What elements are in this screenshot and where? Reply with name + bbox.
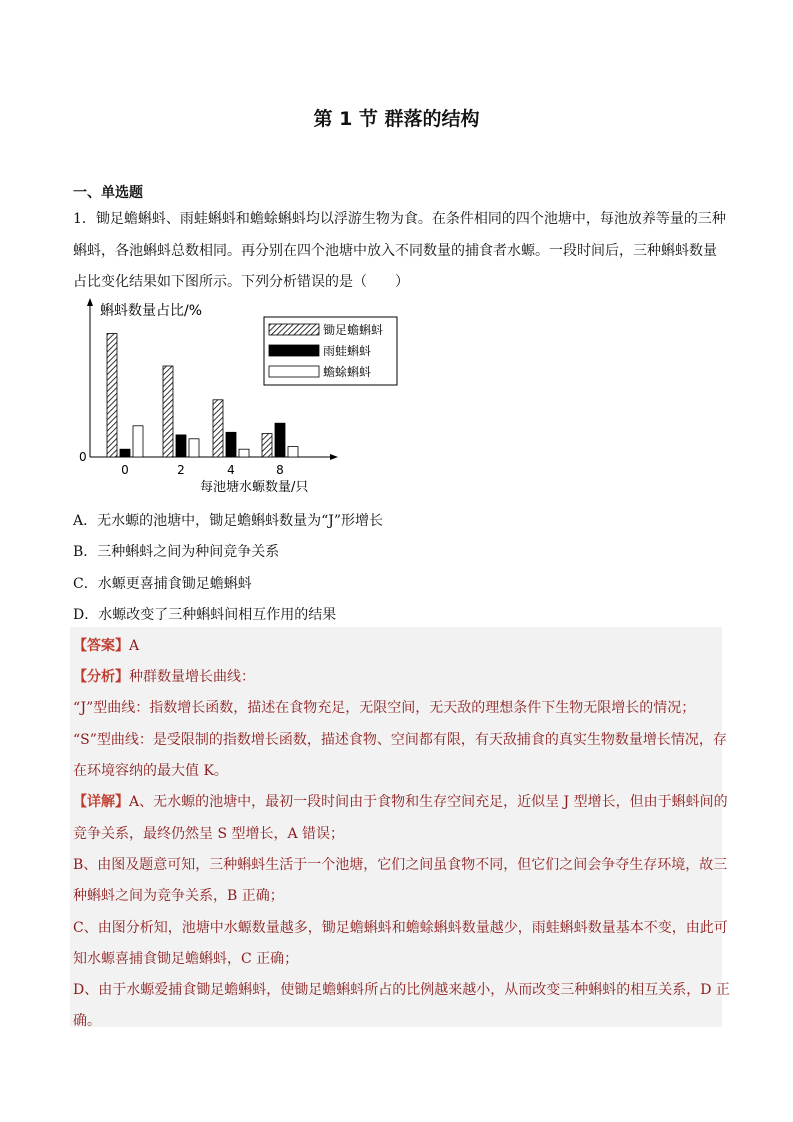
bar-2-1 — [163, 366, 173, 457]
analysis-detail-line: 在环境容纳的最大值 K。 — [73, 763, 228, 779]
analysis-text: 种群数量增长曲线： — [129, 669, 255, 685]
detail-text: A、无水螈的池塘中，最初一段时间由于食物和生存空间充足，近似呈 J 型增长，但由于蝌蚪间的 — [129, 794, 728, 810]
legend-swatch — [269, 324, 319, 335]
detail-line: 确。 — [73, 1013, 101, 1029]
bar-8-2 — [275, 423, 285, 457]
analysis-tag: 【分析】 — [73, 669, 129, 685]
y-axis-label: 蝌蚪数量占比/% — [100, 303, 203, 319]
legend — [264, 317, 397, 385]
detail-line — [73, 791, 728, 811]
question-line: 蝌蚪，各池蝌蚪总数相同。再分别在四个池塘中放入不同数量的捕食者水螈。一段时间后，三种蝌蚪数量 — [73, 243, 717, 259]
bar-0-3 — [133, 426, 143, 457]
question-line: 占比变化结果如下图所示。下列分析错误的是（ ） — [73, 274, 409, 290]
analysis-line — [73, 666, 255, 686]
x-axis-label: 每池塘水螈数量/只 — [200, 480, 309, 495]
analysis-detail-line: “S”型曲线：是受限制的指数增长函数，描述食物、空间都有限，有天敌捕食的真实生物数量增长情况，存 — [73, 732, 727, 748]
option-b: B．三种蝌蚪之间为种间竞争关系 — [73, 544, 280, 560]
detail-line: C、由图分析知，池塘中水螈数量越多，锄足蟾蝌蚪和蟾蜍蝌蚪数量越少，雨蛙蝌蚪数量基本不变，由此可 — [73, 920, 728, 936]
bar-4-3 — [239, 449, 249, 457]
bar-0-1 — [107, 334, 117, 458]
page-title: 第 1 节 群落的结构 — [313, 108, 480, 130]
x-tick-label: 2 — [177, 463, 185, 477]
bar-0-2 — [120, 449, 130, 457]
answer-tag: 【答案】 — [73, 638, 129, 654]
legend-swatch — [269, 345, 319, 356]
detail-line: 知水螈喜捕食锄足蟾蝌蚪，C 正确； — [73, 951, 299, 967]
bar-2-2 — [176, 435, 186, 457]
detail-line: B、由图及题意可知，三种蝌蚪生活于一个池塘，它们之间虽食物不同，但它们之间会争夺生存环境，故三 — [73, 857, 728, 873]
bar-4-2 — [226, 432, 236, 457]
answer-line — [73, 635, 139, 655]
legend-label: 蟾蜍蝌蚪 — [323, 365, 372, 379]
detail-line: 种蝌蚪之间为竞争关系，B 正确； — [73, 888, 284, 904]
bar-8-1 — [262, 434, 272, 457]
legend-label: 雨蛙蝌蚪 — [323, 344, 372, 358]
option-a: A．无水螈的池塘中，锄足蟾蝌蚪数量为“J”形增长 — [73, 513, 384, 529]
option-d: D．水螈改变了三种蝌蚪间相互作用的结果 — [73, 607, 337, 623]
option-c: C．水螈更喜捕食锄足蟾蝌蚪 — [73, 576, 252, 592]
bar-4-1 — [213, 400, 223, 457]
detail-line: D、由于水螈爱捕食锄足蟾蝌蚪，使锄足蟾蝌蚪所占的比例越来越小，从而改变三种蝌蚪的相互关系，D 正 — [73, 982, 730, 998]
bar-2-3 — [189, 439, 199, 457]
detail-tag: 【详解】 — [73, 794, 129, 810]
section-heading: 一、单选题 — [73, 185, 143, 201]
x-tick-label: 0 — [121, 463, 129, 477]
bar-8-3 — [288, 447, 298, 457]
legend-label: 锄足蟾蝌蚪 — [323, 323, 384, 337]
answer-value: A — [129, 638, 140, 654]
analysis-detail-line: “J”型曲线：指数增长函数，描述在食物充足，无限空间，无天敌的理想条件下生物无限增长的情况； — [73, 700, 696, 716]
legend-swatch — [269, 366, 319, 377]
x-tick-label: 4 — [227, 463, 235, 477]
question-line: 1．锄足蟾蝌蚪、雨蛙蝌蚪和蟾蜍蝌蚪均以浮游生物为食。在条件相同的四个池塘中，每池放养等量的三种 — [73, 211, 726, 227]
x-tick-label: 8 — [276, 463, 284, 477]
y-axis — [87, 298, 93, 457]
y-origin-label: 0 — [79, 450, 87, 464]
bar-chart — [72, 296, 384, 496]
detail-line: 竞争关系，最终仍然呈 S 型增长，A 错误； — [73, 826, 345, 842]
